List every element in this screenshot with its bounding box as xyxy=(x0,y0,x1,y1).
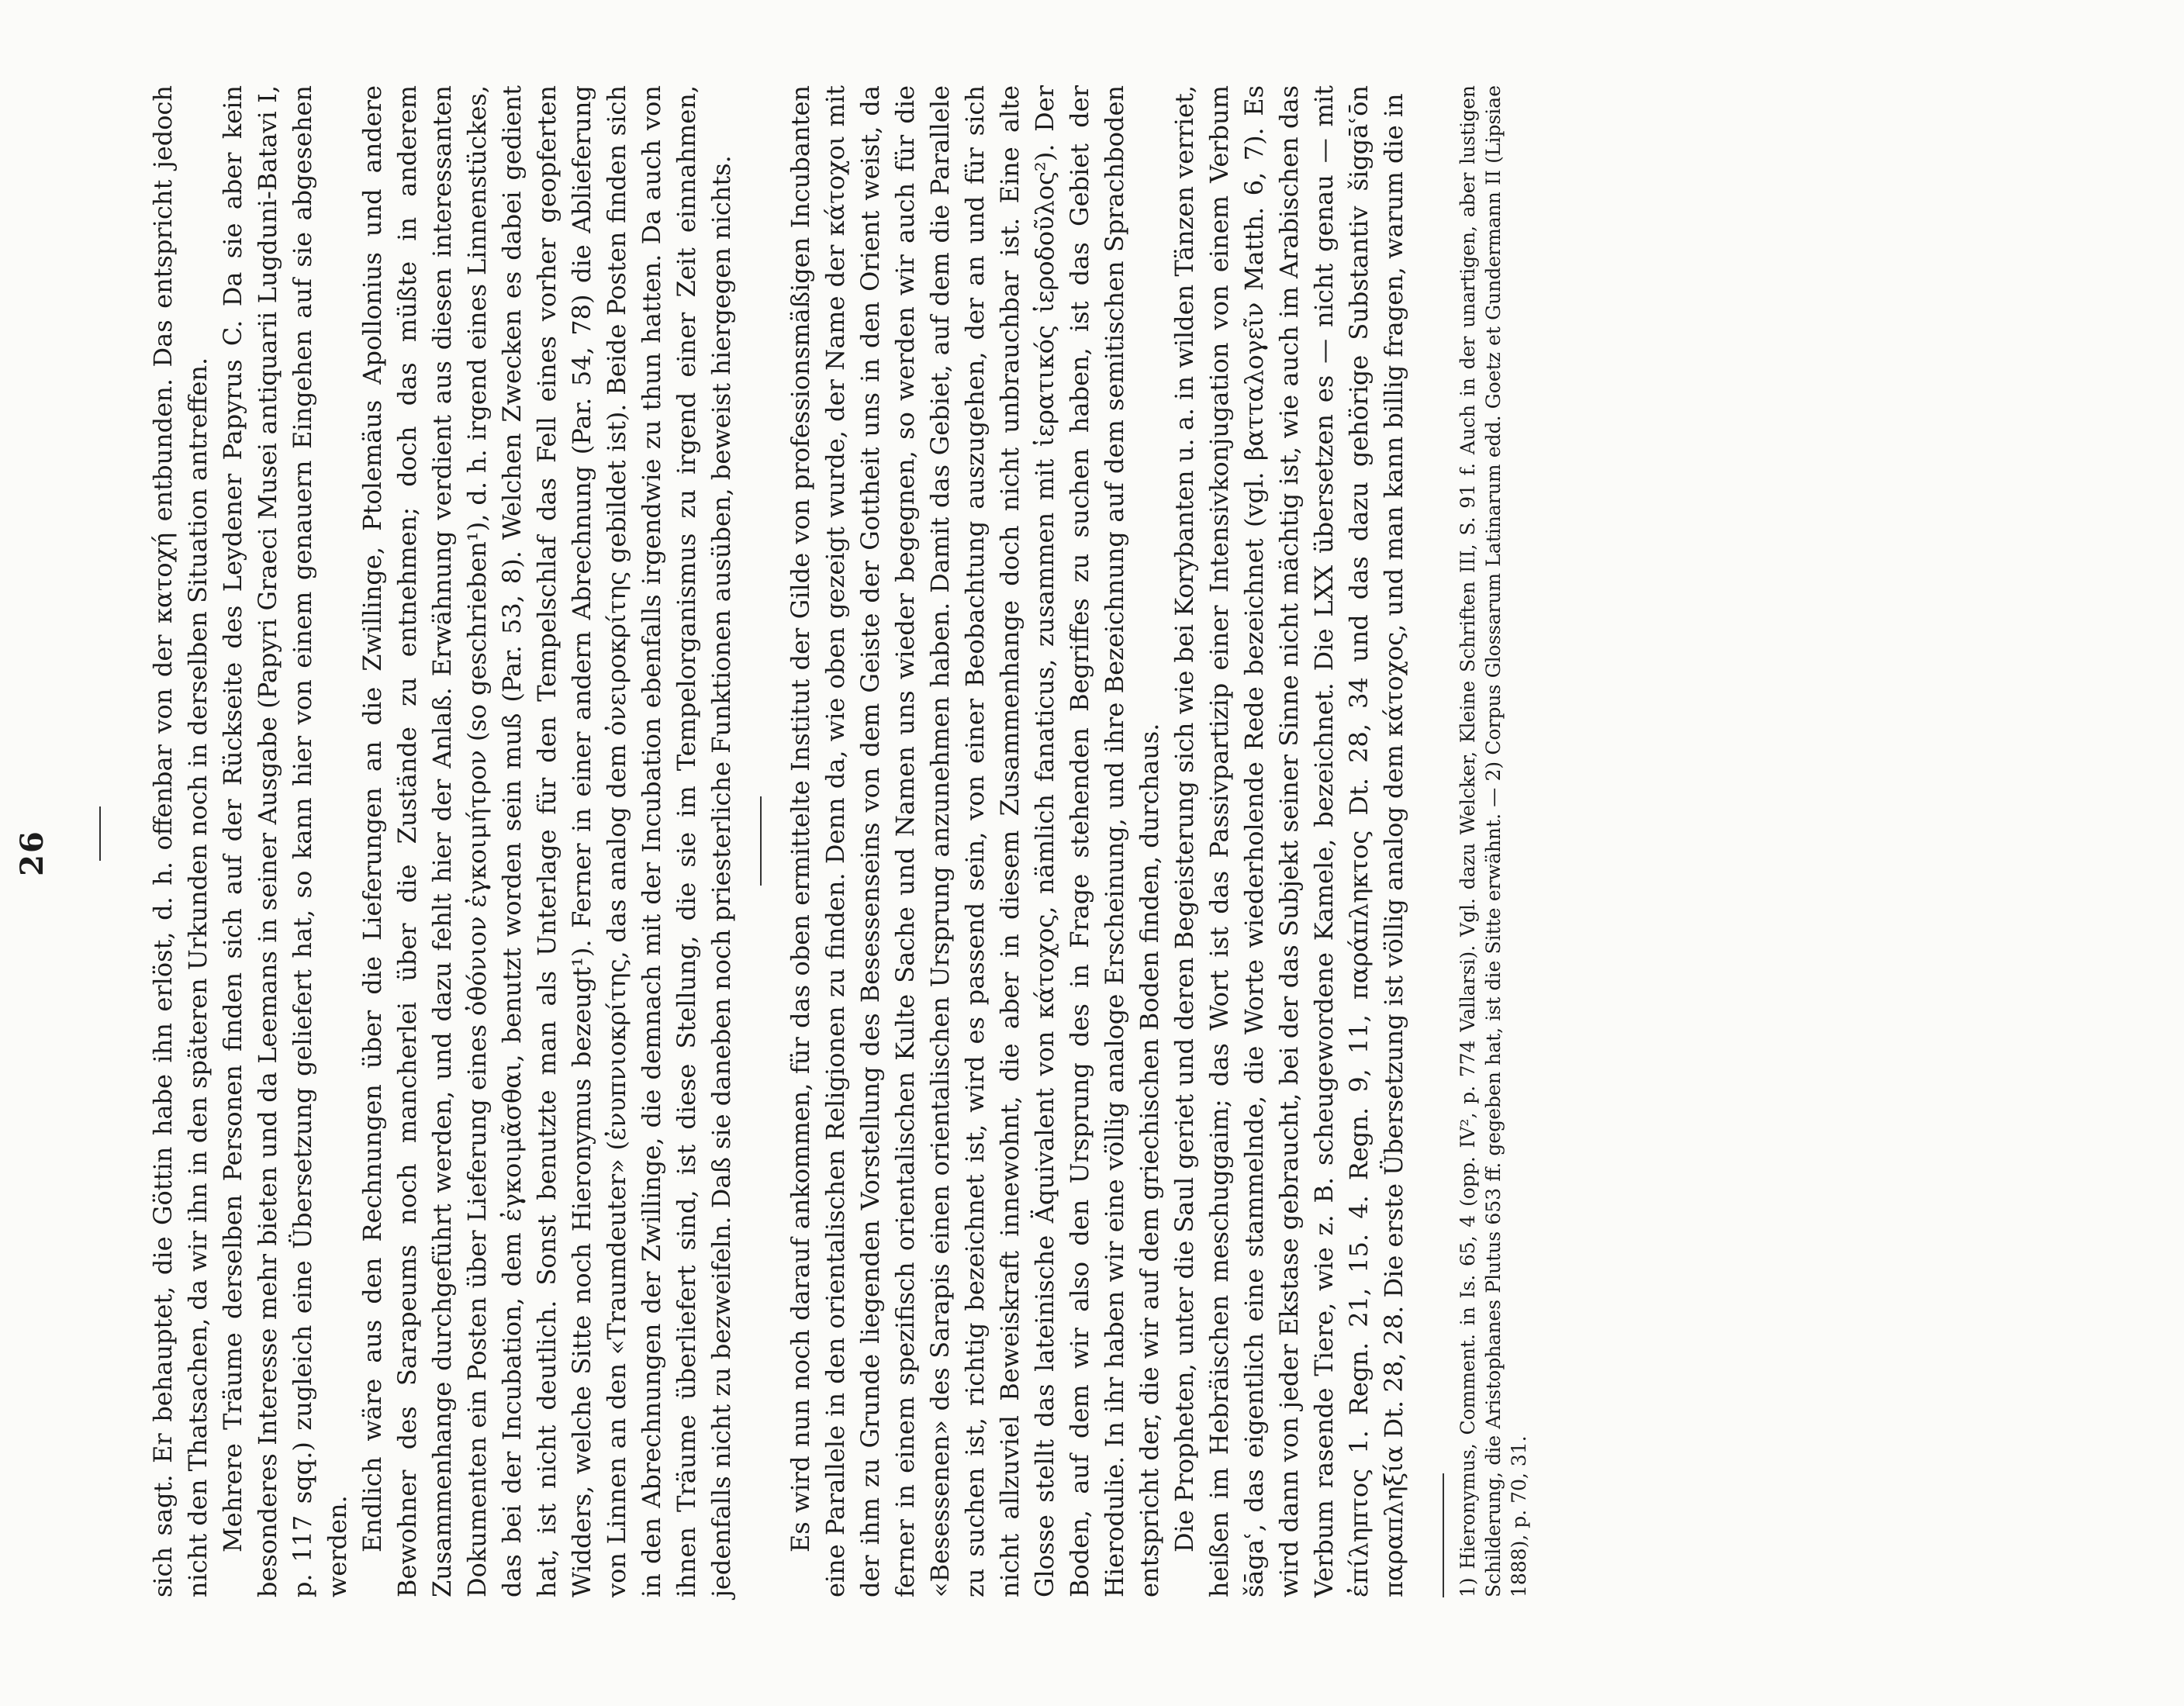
page-number: 26 xyxy=(14,830,50,876)
paragraph-4: Es wird nun noch darauf ankommen, für das oben ermittelte Institut der Gilde von professionsmäßigen Incubanten eine Parallele in den orientalischen Religionen zu finden. Denn da, wie oben gezeigt wurde, der Name der κάτοχοι mit der ihm zu Grunde liegenden Vorstellung des Besessenseins von dem Geiste der Gottheit uns in den Orient weist, da ferner in einem spezifisch orientalischen Kulte Sache und Namen uns wieder begegnen, so werden wir auch für die «Besessenen» des Sarapis einen orientalischen Ursprung anzunehmen haben. Damit das Gebiet, auf dem die Parallele zu suchen ist, richtig bezeichnet ist, wird es passend sein, von einer Beobachtung auszugehen, der an und für sich nicht allzuviel Beweiskraft innewohnt, die aber in diesem Zusammenhange doch nicht unbrauchbar ist. Eine alte Glosse stellt das lateinische Äquivalent von κάτοχος, nämlich fanaticus, zusammen mit ἱερατικός ἱεροδοῦλος²). Der Boden, auf dem wir also den Ursprung des in Frage stehenden Begriffes zu suchen haben, ist das Gebiet der Hierodulie. In ihr haben wir eine völlig analoge Erscheinung, und ihre Bezeichnung auf dem semitischen Sprachboden entspricht der, die wir auf dem griechischen Boden finden, durchaus. xyxy=(786,85,1164,1597)
paragraph-2: Mehrere Träume derselben Personen finden sich auf der Rückseite des Leydener Papyrus C. Da sie aber kein besonderes Interesse mehr bieten und da Leemans in seiner Ausgabe (Papyri Graeci Musei antiquarii Lugduni-Batavi I, p. 117 sqq.) zugleich eine Übersetzung geliefert hat, so kann hier von einem genauern Eingehen auf sie abgesehen werden. xyxy=(218,85,352,1597)
paragraph-3: Endlich wäre aus den Rechnungen über die Lieferungen an die Zwillinge, Ptolemäus Apollonius und andere Bewohner des Sarapeums noch mancherlei über die Zustände zu entnehmen; doch das müßte in anderem Zusammenhange durchgeführt werden, und dazu fehlt hier der Anlaß. Erwähnung verdient aus diesen interessanten Dokumenten ein Posten über Lieferung eines ὀθόνιον ἐγκοιμήτρον (so geschrieben¹), d. h. irgend eines Linnenstückes, das bei der Incubation, dem ἐγκοιμᾶσθαι, benutzt worden sein muß (Par. 53, 8). Welchen Zwecken es dabei gedient hat, ist nicht deutlich. Sonst benutzte man als Unterlage für den Tempelschlaf das Fell eines vorher geopferten Widders, welche Sitte noch Hieronymus bezeugt¹). Ferner in einer andern Abrechnung (Par. 54, 78) die Ablieferung von Linnen an den «Traumdeuter» (ἐνυπνιοκρίτης, das analog dem ὀνειροκρίτης gebildet ist). Beide Posten finden sich in den Abrechnungen der Zwillinge, die demnach mit der Incubation ebenfalls irgendwie zu thun hatten. Da auch von ihnen Träume überliefert sind, ist diese Stellung, die sie im Tempelorganismus zu irgend einer Zeit einnahmen, jedenfalls nicht zu bezweifeln. Daß sie daneben noch priesterliche Funktionen ausüben, beweist hiergegen nichts. xyxy=(358,85,736,1597)
page-body xyxy=(146,85,2131,1597)
page-number-rule xyxy=(99,806,101,861)
section-divider xyxy=(760,797,762,886)
paragraph-1: sich sagt. Er behauptet, die Göttin habe ihn erlöst, d. h. offenbar von der κατοχή entbunden. Das entspricht jedoch nicht den Thatsachen, da wir ihn in den späteren Urkunden noch in derselben Situation antreffen. xyxy=(148,85,213,1597)
footnote-rule xyxy=(1443,1473,1444,1597)
footnotes: 1) Hieronymus, Comment. in Is. 65, 4 (opp. IV², p. 774 Vallarsi). Vgl. dazu Welcker, Kleine Schriften III, S. 91 f. Auch in der unartigen, aber lustigen Schilderung, die Aristophanes Plutus 653 ff. gegeben hat, ist die Sitte erwähnt. — 2) Corpus Glossarum Latinarum edd. Goetz et Gundermann II (Lipsiae 1888), p. 70, 31. xyxy=(1457,85,1530,1597)
paragraph-5: Die Propheten, unter die Saul geriet und deren Begeisterung sich wie bei Korybanten u. a. in wilden Tänzen verriet, heißen im Hebräischen meschuggaim; das Wort ist das Passivpartizip einer Intensivkonjugation von einem Verbum šāgaʿ, das eigentlich eine stammelnde, die Worte wiederholende Rede bezeichnet (vgl. βατταλογεῖν Matth. 6, 7). Es wird dann von jeder Ekstase gebraucht, bei der das Subjekt seiner Sinne nicht mächtig ist, wie auch im Arabischen das Verbum rasende Tiere, wie z. B. scheugewordene Kamele, bezeichnet. Die LXX übersetzen es — nicht genau — mit ἐπίληπτος 1. Regn. 21, 15. 4. Regn. 9, 11, παράπληκτος Dt. 28, 34 und das dazu gehörige Substantiv šiggāʿōn παραπληξία Dt. 28, 28. Die erste Übersetzung ist völlig analog dem κάτοχος, und man kann billig fragen, warum die in xyxy=(1170,85,1408,1597)
